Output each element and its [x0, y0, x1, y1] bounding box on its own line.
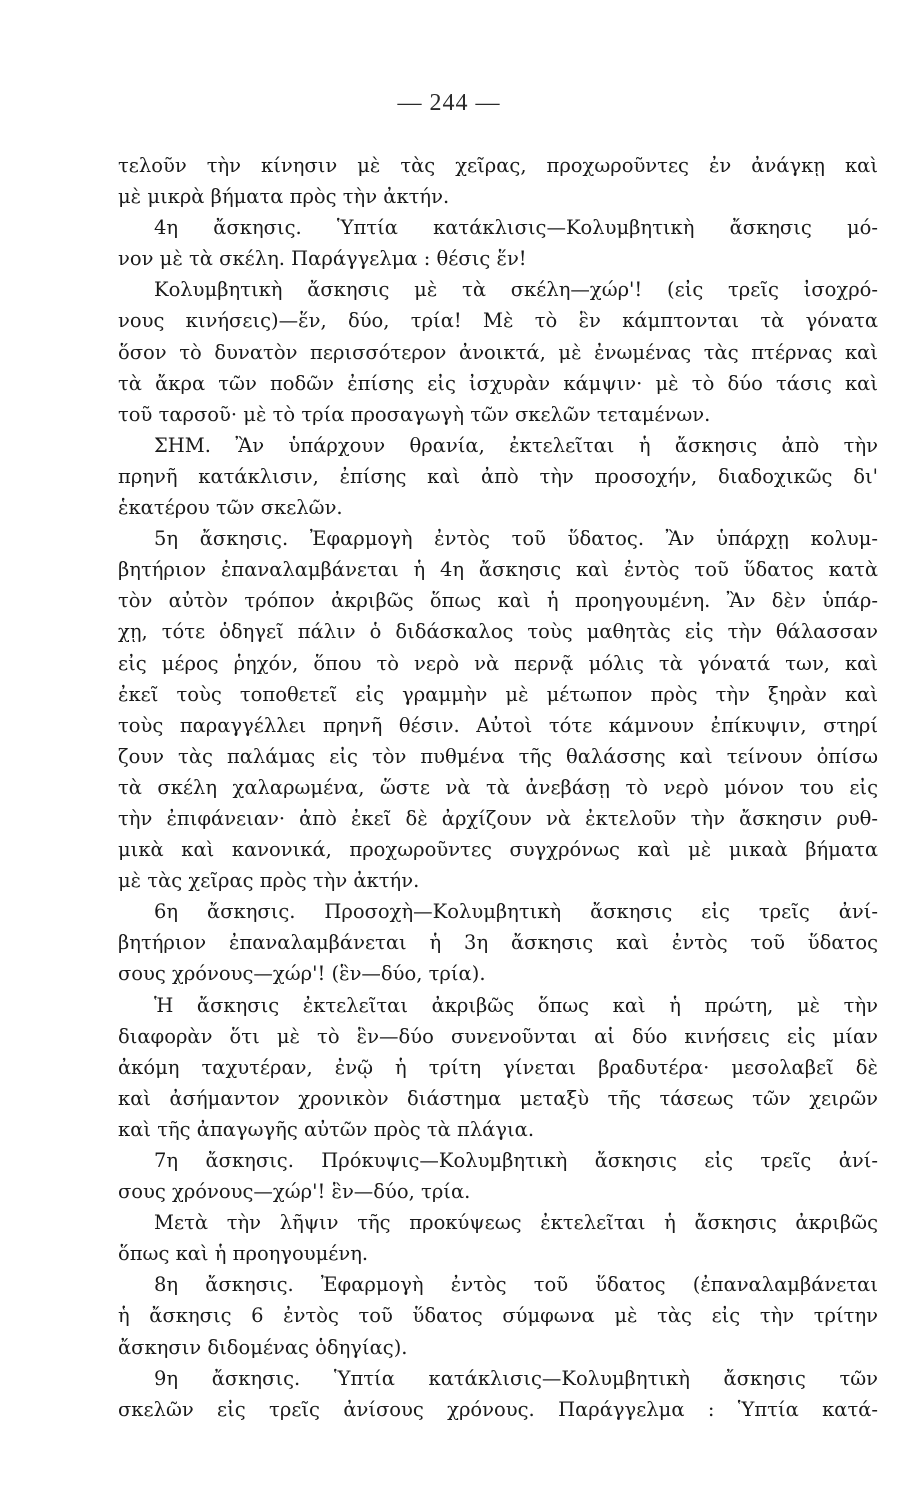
text-line: βητήριον ἐπαναλαμβάνεται ἡ 4η ἄσκησις καὶ ἐντὸς τοῦ ὕδατος κατὰ [118, 558, 878, 582]
text-line: νον μὲ τὰ σκέλη. Παράγγελμα : θέσις ἕν! [118, 247, 527, 271]
text-line: ΣΗΜ. Ἂν ὑπάρχουν θρανία, ἐκτελεῖται ἡ ἄσκησις ἀπὸ τὴν [154, 433, 878, 457]
text-line: 9η ἄσκησις. Ὑπτία κατάκλισις—Κολυμβητικὴ ἄσκησις τῶν [154, 1366, 878, 1390]
text-line: τὰ σκέλη χαλαρωμένα, ὥστε νὰ τὰ ἀνεβάσῃ τὸ νερὸ μόνον του εἰς [118, 775, 878, 799]
text-line: 7η ἄσκησις. Πρόκυψις—Κολυμβητικὴ ἄσκησις εἰς τρεῖς ἀνί- [154, 1149, 878, 1172]
text-line: ἐκεῖ τοὺς τοποθετεῖ εἰς γραμμὴν μὲ μέτωπον πρὸς τὴν ξηρὰν καὶ [118, 682, 878, 706]
text-line: ὅσον τὸ δυνατὸν περισσότερον ἀνοικτά, μὲ ἐνωμένας τὰς πτέρνας καὶ [118, 340, 878, 364]
text-line: 6η ἄσκησις. Προσοχὴ—Κολυμβητικὴ ἄσκησις εἰς τρεῖς ἀνί- [154, 900, 878, 924]
text-line: ἑκατέρου τῶν σκελῶν. [118, 496, 343, 520]
text-line: τελοῦν τὴν κίνησιν μὲ τὰς χεῖρας, προχωροῦντες ἐν ἀνάγκῃ καὶ [118, 154, 878, 177]
text-line: ὅπως καὶ ἡ προηγουμένη. [118, 1242, 369, 1266]
text-line: διαφορὰν ὅτι μὲ τὸ ἓν—δύο συνενοῦνται αἱ δύο κινήσεις εἰς μίαν [118, 1024, 878, 1048]
text-line: Ἡ ἄσκησις ἐκτελεῖται ἀκριβῶς ὅπως καὶ ἡ πρώτη, μὲ τὴν [154, 993, 878, 1017]
text-line: τὰ ἄκρα τῶν ποδῶν ἐπίσης εἰς ἰσχυρὰν κάμψιν· μὲ τὸ δύο τάσις καὶ [118, 371, 878, 395]
text-line: Μετὰ τὴν λῆψιν τῆς προκύψεως ἐκτελεῖται ἡ ἄσκησις ἀκριβῶς [154, 1211, 878, 1235]
text-line: χῃ, τότε ὁδηγεῖ πάλιν ὁ διδάσκαλος τοὺς μαθητὰς εἰς τὴν θάλασσαν [118, 620, 878, 644]
text-line: μὲ μικρὰ βήματα πρὸς τὴν ἀκτήν. [118, 185, 450, 209]
text-line: τὸν αὐτὸν τρόπον ἀκριβῶς ὅπως καὶ ἡ προηγουμένη. Ἂν δὲν ὑπάρ- [118, 589, 878, 613]
text-line: σους χρόνους—χώρ'! (ἓν—δύο, τρία). [118, 962, 486, 986]
text-line: Κολυμβητικὴ ἄσκησις μὲ τὰ σκέλη—χώρ'! (εἰς τρεῖς ἰσοχρό- [154, 278, 878, 302]
text-line: μικὰ καὶ κανονικά, προχωροῦντες συγχρόνως καὶ μὲ μικαὰ βήματα [118, 838, 878, 862]
text-line: σκελῶν εἰς τρεῖς ἀνίσους χρόνους. Παράγγελμα : Ὑπτία κατά- [118, 1397, 878, 1421]
text-line: σους χρόνους—χώρ'! ἓν—δύο, τρία. [118, 1180, 471, 1204]
text-line: 8η ἄσκησις. Ἐφαρμογὴ ἐντὸς τοῦ ὕδατος (ἐπαναλαμβάνεται [154, 1273, 878, 1297]
text-line: εἰς μέρος ῥηχόν, ὅπου τὸ νερὸ νὰ περνᾷ μόλις τὰ γόνατά των, καὶ [118, 651, 878, 675]
text-line: νους κινήσεις)—ἕν, δύο, τρία! Μὲ τὸ ἓν κάμπτονται τὰ γόνατα [118, 309, 878, 333]
body-text [118, 150, 878, 1425]
text-line: ἀκόμη ταχυτέραν, ἐνῷ ἡ τρίτη γίνεται βραδυτέρα· μεσολαβεῖ δὲ [118, 1055, 878, 1079]
text-line: τοῦ ταρσοῦ· μὲ τὸ τρία προσαγωγὴ τῶν σκελῶν τεταμένων. [118, 402, 711, 426]
text-line: τὴν ἐπιφάνειαν· ἀπὸ ἐκεῖ δὲ ἀρχίζουν νὰ ἐκτελοῦν τὴν ἄσκησιν ρυθ- [118, 806, 878, 830]
text-line: ἄσκησιν διδομένας ὁδηγίας). [118, 1335, 408, 1359]
page-number: — 244 — [397, 90, 501, 116]
text-line: καὶ τῆς ἀπαγωγῆς αὐτῶν πρὸς τὰ πλάγια. [118, 1117, 535, 1141]
text-line: πρηνῆ κατάκλισιν, ἐπίσης καὶ ἀπὸ τὴν προσοχήν, διαδοχικῶς δι' [118, 464, 878, 488]
text-line: 5η ἄσκησις. Ἐφαρμογὴ ἐντὸς τοῦ ὕδατος. Ἂν ὑπάρχῃ κολυμ- [154, 527, 878, 551]
text-line: 4η ἄσκησις. Ὑπτία κατάκλισις—Κολυμβητικὴ ἄσκησις μό- [154, 216, 878, 240]
text-line: τοὺς παραγγέλλει πρηνῆ θέσιν. Αὐτοὶ τότε κάμνουν ἐπίκυψιν, στηρί [118, 713, 878, 737]
text-line: καὶ ἀσήμαντον χρονικὸν διάστημα μεταξὺ τῆς τάσεως τῶν χειρῶν [118, 1086, 878, 1110]
text-line: ζουν τὰς παλάμας εἰς τὸν πυθμένα τῆς θαλάσσης καὶ τείνουν ὀπίσω [118, 744, 878, 768]
text-line: βητήριον ἐπαναλαμβάνεται ἡ 3η ἄσκησις καὶ ἐντὸς τοῦ ὕδατος [118, 931, 878, 955]
text-line: μὲ τὰς χεῖρας πρὸς τὴν ἀκτήν. [118, 869, 420, 893]
text-line: ἡ ἄσκησις 6 ἐντὸς τοῦ ὕδατος σύμφωνα μὲ τὰς εἰς τὴν τρίτην [118, 1304, 878, 1328]
